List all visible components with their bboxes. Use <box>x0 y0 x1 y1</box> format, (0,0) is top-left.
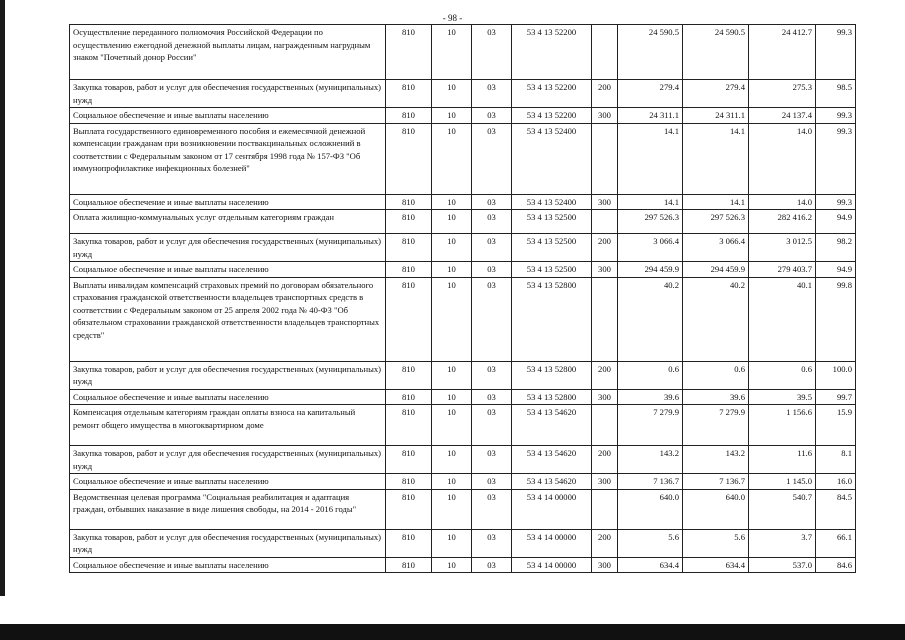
row-ved: 810 <box>386 194 432 210</box>
row-vr: 200 <box>592 361 618 389</box>
row-ved: 810 <box>386 529 432 557</box>
row-sum-executed: 0.6 <box>749 361 816 389</box>
row-pct-executed: 84.6 <box>816 557 856 573</box>
row-rz: 10 <box>432 108 472 124</box>
row-vr <box>592 123 618 194</box>
table-row <box>70 277 856 361</box>
row-pct-executed: 15.9 <box>816 405 856 446</box>
row-rz: 10 <box>432 277 472 361</box>
row-pct-executed: 99.3 <box>816 123 856 194</box>
row-sum-approved: 24 311.1 <box>618 108 683 124</box>
row-rz: 10 <box>432 234 472 262</box>
row-sum-approved: 3 066.4 <box>618 234 683 262</box>
row-pr: 03 <box>472 25 512 80</box>
row-sum-plan: 294 459.9 <box>683 262 749 278</box>
row-pct-executed: 66.1 <box>816 529 856 557</box>
row-sum-plan: 5.6 <box>683 529 749 557</box>
row-rz: 10 <box>432 361 472 389</box>
row-name: Социальное обеспечение и иные выплаты населению <box>70 389 386 405</box>
row-rz: 10 <box>432 25 472 80</box>
row-name: Социальное обеспечение и иные выплаты населению <box>70 194 386 210</box>
row-pct-executed: 8.1 <box>816 446 856 474</box>
row-pr: 03 <box>472 557 512 573</box>
row-pct-executed: 99.7 <box>816 389 856 405</box>
row-name: Выплата государственного единовременного пособия и ежемесячной денежной компенсации гражданам при возникновении поствакцинальных осложнений в соответствии с Федеральным законом от 17 сентября 1998 года № 157-ФЗ "Об иммунопрофилактике инфекционных болезней" <box>70 123 386 194</box>
row-pr: 03 <box>472 210 512 234</box>
row-sum-plan: 24 590.5 <box>683 25 749 80</box>
row-sum-plan: 7 136.7 <box>683 474 749 490</box>
row-name: Закупка товаров, работ и услуг для обеспечения государственных (муниципальных) нужд <box>70 234 386 262</box>
row-sum-approved: 294 459.9 <box>618 262 683 278</box>
row-ved: 810 <box>386 108 432 124</box>
row-pr: 03 <box>472 194 512 210</box>
row-sum-approved: 14.1 <box>618 194 683 210</box>
row-csr: 53 4 13 52800 <box>512 361 592 389</box>
row-pct-executed: 16.0 <box>816 474 856 490</box>
row-sum-approved: 39.6 <box>618 389 683 405</box>
page-number: - 98 - <box>442 13 463 23</box>
row-rz: 10 <box>432 123 472 194</box>
row-pr: 03 <box>472 446 512 474</box>
row-pct-executed: 99.3 <box>816 25 856 80</box>
row-sum-approved: 14.1 <box>618 123 683 194</box>
row-name: Оплата жилищно-коммунальных услуг отдельным категориям граждан <box>70 210 386 234</box>
row-sum-approved: 40.2 <box>618 277 683 361</box>
row-vr: 300 <box>592 262 618 278</box>
row-sum-executed: 3 012.5 <box>749 234 816 262</box>
row-sum-approved: 24 590.5 <box>618 25 683 80</box>
table-row <box>70 80 856 108</box>
row-csr: 53 4 13 52200 <box>512 108 592 124</box>
row-pr: 03 <box>472 474 512 490</box>
row-ved: 810 <box>386 277 432 361</box>
row-sum-executed: 39.5 <box>749 389 816 405</box>
row-rz: 10 <box>432 405 472 446</box>
row-sum-executed: 1 156.6 <box>749 405 816 446</box>
row-csr: 53 4 14 00000 <box>512 529 592 557</box>
table-row <box>70 557 856 573</box>
row-csr: 53 4 13 52500 <box>512 210 592 234</box>
row-vr: 300 <box>592 557 618 573</box>
table-row <box>70 389 856 405</box>
row-vr <box>592 405 618 446</box>
table-row <box>70 234 856 262</box>
row-vr: 200 <box>592 446 618 474</box>
row-pct-executed: 94.9 <box>816 262 856 278</box>
row-csr: 53 4 13 54620 <box>512 446 592 474</box>
row-vr: 300 <box>592 389 618 405</box>
row-pr: 03 <box>472 123 512 194</box>
row-sum-plan: 0.6 <box>683 361 749 389</box>
table-row <box>70 210 856 234</box>
row-rz: 10 <box>432 194 472 210</box>
row-sum-approved: 640.0 <box>618 489 683 529</box>
row-name: Ведомственная целевая программа "Социальная реабилитация и адаптация граждан, отбывших наказание в виде лишения свободы, на 2014 - 2016 годы" <box>70 489 386 529</box>
row-ved: 810 <box>386 234 432 262</box>
scan-edge-bottom <box>0 624 905 640</box>
table-row <box>70 529 856 557</box>
row-ved: 810 <box>386 80 432 108</box>
row-pr: 03 <box>472 489 512 529</box>
table-row <box>70 405 856 446</box>
row-vr: 300 <box>592 474 618 490</box>
row-sum-executed: 279 403.7 <box>749 262 816 278</box>
row-sum-approved: 0.6 <box>618 361 683 389</box>
row-pr: 03 <box>472 234 512 262</box>
row-vr: 300 <box>592 194 618 210</box>
row-pct-executed: 99.8 <box>816 277 856 361</box>
row-rz: 10 <box>432 262 472 278</box>
row-sum-approved: 297 526.3 <box>618 210 683 234</box>
row-csr: 53 4 13 54620 <box>512 474 592 490</box>
row-sum-executed: 540.7 <box>749 489 816 529</box>
row-csr: 53 4 13 52400 <box>512 194 592 210</box>
row-vr: 200 <box>592 529 618 557</box>
table-row <box>70 123 856 194</box>
row-sum-plan: 279.4 <box>683 80 749 108</box>
table-row <box>70 25 856 80</box>
row-pct-executed: 98.5 <box>816 80 856 108</box>
row-pct-executed: 98.2 <box>816 234 856 262</box>
row-pr: 03 <box>472 80 512 108</box>
row-name: Социальное обеспечение и иные выплаты населению <box>70 262 386 278</box>
table-row <box>70 108 856 124</box>
row-sum-approved: 7 136.7 <box>618 474 683 490</box>
row-csr: 53 4 13 52500 <box>512 234 592 262</box>
row-sum-approved: 7 279.9 <box>618 405 683 446</box>
table-row <box>70 262 856 278</box>
row-csr: 53 4 13 54620 <box>512 405 592 446</box>
row-rz: 10 <box>432 489 472 529</box>
row-vr: 300 <box>592 108 618 124</box>
row-csr: 53 4 14 00000 <box>512 557 592 573</box>
row-pr: 03 <box>472 405 512 446</box>
row-sum-executed: 40.1 <box>749 277 816 361</box>
row-pct-executed: 94.9 <box>816 210 856 234</box>
row-csr: 53 4 14 00000 <box>512 489 592 529</box>
row-sum-plan: 40.2 <box>683 277 749 361</box>
row-sum-plan: 7 279.9 <box>683 405 749 446</box>
row-pr: 03 <box>472 529 512 557</box>
row-pr: 03 <box>472 108 512 124</box>
row-sum-plan: 24 311.1 <box>683 108 749 124</box>
row-sum-executed: 275.3 <box>749 80 816 108</box>
row-sum-executed: 1 145.0 <box>749 474 816 490</box>
row-ved: 810 <box>386 474 432 490</box>
row-rz: 10 <box>432 389 472 405</box>
row-rz: 10 <box>432 210 472 234</box>
row-sum-executed: 537.0 <box>749 557 816 573</box>
row-rz: 10 <box>432 557 472 573</box>
row-vr <box>592 277 618 361</box>
row-rz: 10 <box>432 529 472 557</box>
row-sum-executed: 282 416.2 <box>749 210 816 234</box>
row-vr: 200 <box>592 80 618 108</box>
row-sum-executed: 14.0 <box>749 123 816 194</box>
row-sum-plan: 640.0 <box>683 489 749 529</box>
row-name: Закупка товаров, работ и услуг для обеспечения государственных (муниципальных) нужд <box>70 361 386 389</box>
row-name: Выплаты инвалидам компенсаций страховых премий по договорам обязательного страхования гражданской ответственности владельцев транспортных средств в соответствии с Федеральным законом от 25 апреля 2002 года № 40-ФЗ "Об обязательном страховании гражданской ответственности владельцев транспортных средств" <box>70 277 386 361</box>
row-name: Закупка товаров, работ и услуг для обеспечения государственных (муниципальных) нужд <box>70 80 386 108</box>
row-csr: 53 4 13 52800 <box>512 389 592 405</box>
row-ved: 810 <box>386 405 432 446</box>
table-row <box>70 489 856 529</box>
row-name: Компенсация отдельным категориям граждан оплаты взноса на капитальный ремонт общего имущества в многоквартирном доме <box>70 405 386 446</box>
row-sum-approved: 279.4 <box>618 80 683 108</box>
row-rz: 10 <box>432 80 472 108</box>
row-sum-plan: 297 526.3 <box>683 210 749 234</box>
row-sum-executed: 11.6 <box>749 446 816 474</box>
scan-edge-left <box>0 0 5 596</box>
row-ved: 810 <box>386 262 432 278</box>
row-name: Социальное обеспечение и иные выплаты населению <box>70 557 386 573</box>
row-pct-executed: 99.3 <box>816 108 856 124</box>
row-ved: 810 <box>386 557 432 573</box>
table-row <box>70 194 856 210</box>
row-ved: 810 <box>386 123 432 194</box>
row-csr: 53 4 13 52200 <box>512 80 592 108</box>
row-vr <box>592 210 618 234</box>
row-ved: 810 <box>386 389 432 405</box>
row-ved: 810 <box>386 25 432 80</box>
table-row <box>70 474 856 490</box>
row-csr: 53 4 13 52800 <box>512 277 592 361</box>
row-csr: 53 4 13 52400 <box>512 123 592 194</box>
row-ved: 810 <box>386 446 432 474</box>
row-pr: 03 <box>472 361 512 389</box>
row-rz: 10 <box>432 474 472 490</box>
row-sum-plan: 3 066.4 <box>683 234 749 262</box>
row-vr <box>592 489 618 529</box>
row-vr: 200 <box>592 234 618 262</box>
row-sum-plan: 14.1 <box>683 123 749 194</box>
row-sum-plan: 39.6 <box>683 389 749 405</box>
row-pct-executed: 100.0 <box>816 361 856 389</box>
row-csr: 53 4 13 52200 <box>512 25 592 80</box>
table-row <box>70 446 856 474</box>
row-pr: 03 <box>472 277 512 361</box>
row-sum-plan: 634.4 <box>683 557 749 573</box>
row-name: Осуществление переданного полномочия Российской Федерации по осуществлению ежегодной денежной выплаты лицам, награжденным нагрудным знаком "Почетный донор России" <box>70 25 386 80</box>
row-ved: 810 <box>386 210 432 234</box>
row-name: Закупка товаров, работ и услуг для обеспечения государственных (муниципальных) нужд <box>70 529 386 557</box>
row-pct-executed: 99.3 <box>816 194 856 210</box>
row-sum-approved: 5.6 <box>618 529 683 557</box>
row-name: Социальное обеспечение и иные выплаты населению <box>70 108 386 124</box>
row-pr: 03 <box>472 262 512 278</box>
row-sum-plan: 14.1 <box>683 194 749 210</box>
row-pct-executed: 84.5 <box>816 489 856 529</box>
row-pr: 03 <box>472 389 512 405</box>
row-sum-plan: 143.2 <box>683 446 749 474</box>
row-sum-approved: 143.2 <box>618 446 683 474</box>
row-sum-executed: 24 412.7 <box>749 25 816 80</box>
row-name: Социальное обеспечение и иные выплаты населению <box>70 474 386 490</box>
row-ved: 810 <box>386 361 432 389</box>
row-vr <box>592 25 618 80</box>
row-sum-executed: 14.0 <box>749 194 816 210</box>
table-row <box>70 361 856 389</box>
row-ved: 810 <box>386 489 432 529</box>
budget-table <box>69 24 856 573</box>
row-csr: 53 4 13 52500 <box>512 262 592 278</box>
row-sum-executed: 24 137.4 <box>749 108 816 124</box>
row-sum-executed: 3.7 <box>749 529 816 557</box>
row-name: Закупка товаров, работ и услуг для обеспечения государственных (муниципальных) нужд <box>70 446 386 474</box>
row-sum-approved: 634.4 <box>618 557 683 573</box>
row-rz: 10 <box>432 446 472 474</box>
